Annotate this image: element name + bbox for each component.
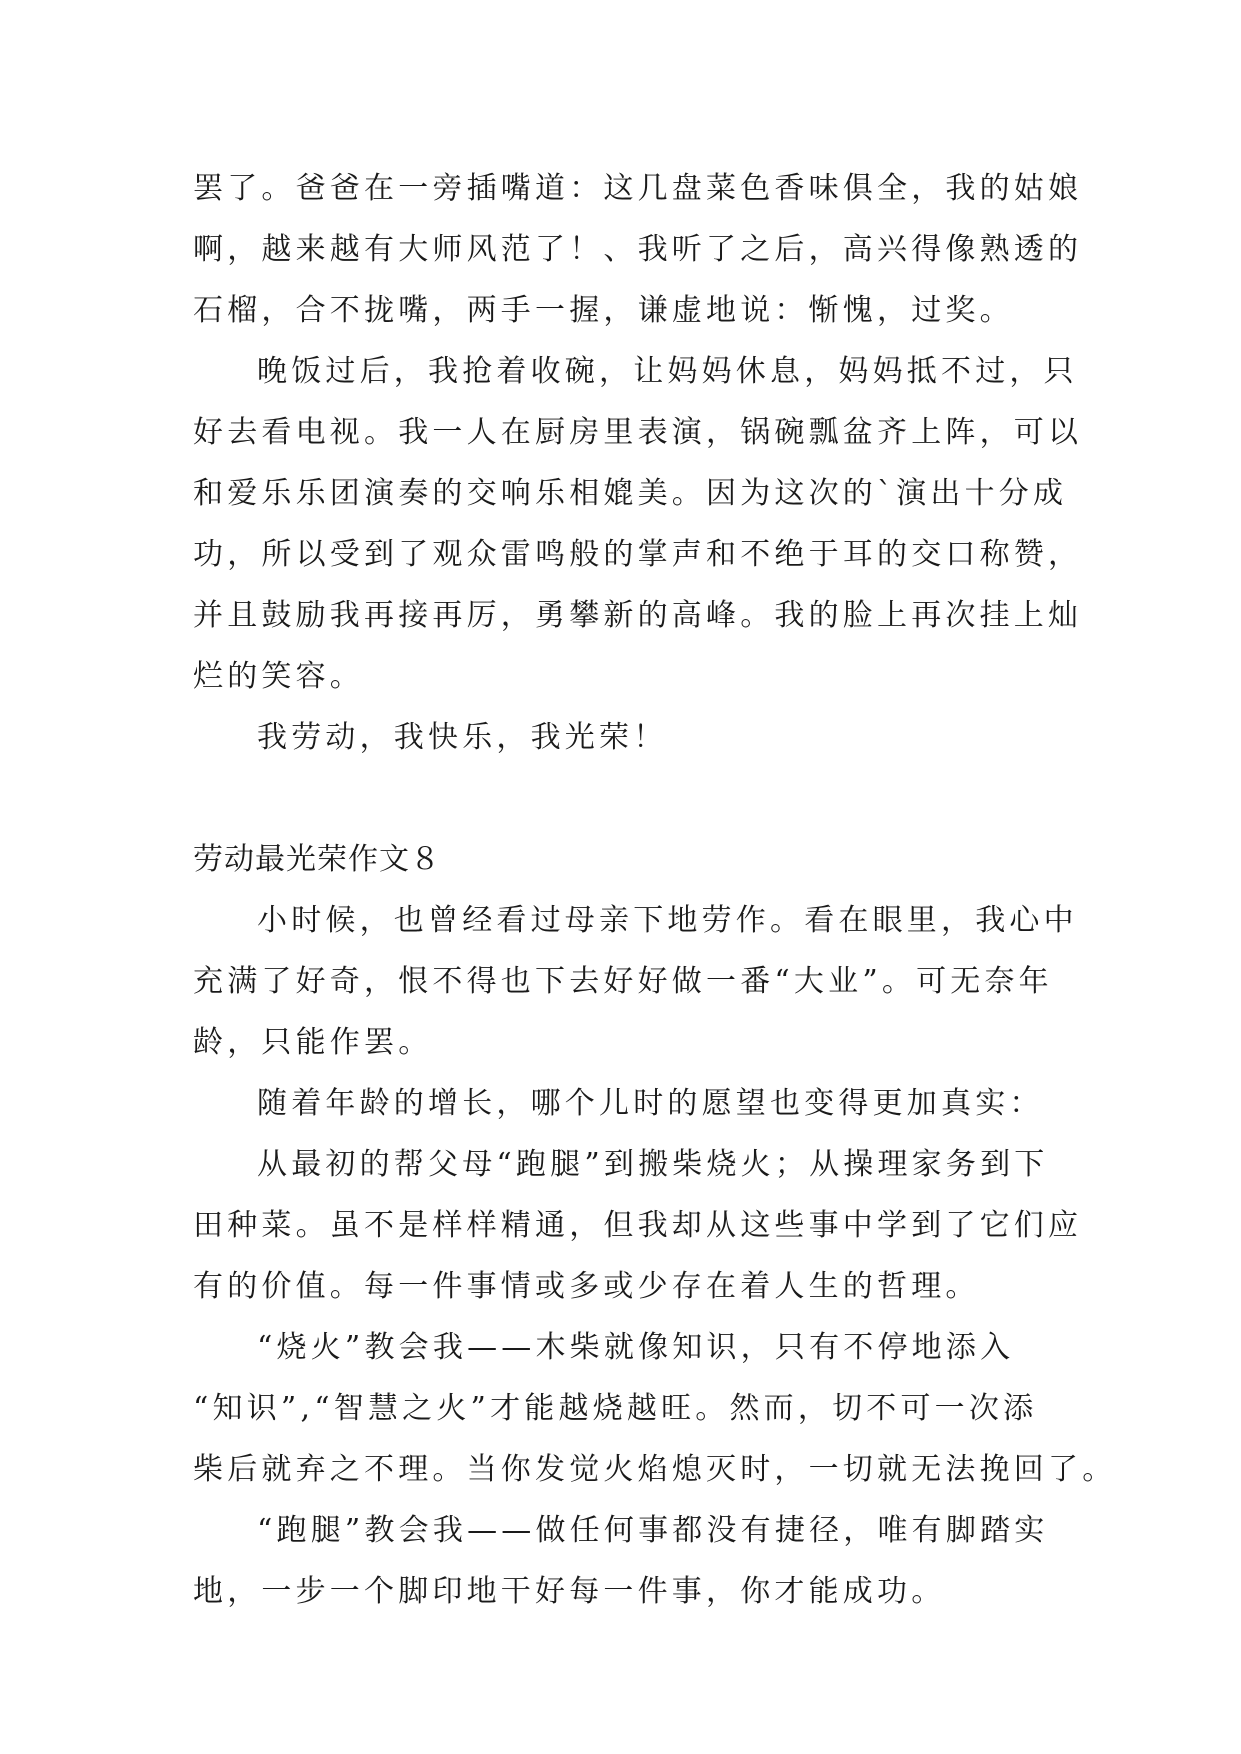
text-line: 和爱乐乐团演奏的交响乐相媲美。因为这次的`演出十分成 bbox=[193, 476, 1068, 511]
blank-line bbox=[193, 768, 1073, 829]
text-line: 功，所以受到了观众雷鸣般的掌声和不绝于耳的交口称赞， bbox=[193, 537, 1083, 572]
text-line: 龄，只能作罢。 bbox=[193, 1025, 433, 1060]
section-heading: 劳动最光荣作文８ bbox=[193, 842, 441, 877]
paragraph-3 bbox=[193, 707, 1073, 768]
text-line: 我劳动，我快乐，我光荣！ bbox=[257, 720, 668, 755]
text-line: 地，一步一个脚印地干好每一件事，你才能成功。 bbox=[193, 1574, 946, 1609]
text-line: 有的价值。每一件事情或多或少存在着人生的哲理。 bbox=[193, 1269, 980, 1304]
paragraph-1 bbox=[193, 158, 1083, 341]
paragraph-8 bbox=[193, 1500, 1073, 1622]
paragraph-6 bbox=[193, 1134, 1083, 1317]
paragraph-5 bbox=[193, 1073, 1073, 1134]
text-line: 烂的笑容。 bbox=[193, 659, 364, 694]
text-line: 小时候，也曾经看过母亲下地劳作。看在眼里，我心中 bbox=[257, 903, 1078, 938]
document-page bbox=[193, 158, 1117, 1622]
text-line: 田种菜。虽不是样样精通，但我却从这些事中学到了它们应 bbox=[193, 1208, 1083, 1243]
text-line: 并且鼓励我再接再厉，勇攀新的高峰。我的脸上再次挂上灿 bbox=[193, 598, 1083, 633]
text-line: 柴后就弃之不理。当你发觉火焰熄灭时，一切就无法挽回了。 bbox=[193, 1452, 1117, 1487]
text-line: 晚饭过后，我抢着收碗，让妈妈休息，妈妈抵不过，只 bbox=[257, 354, 1078, 389]
text-line: 罢了。爸爸在一旁插嘴道：这几盘菜色香味俱全，我的姑娘 bbox=[193, 171, 1083, 206]
text-line: 石榴，合不拢嘴，两手一握，谦虚地说：惭愧，过奖。 bbox=[193, 293, 1014, 328]
text-line: “跑腿”教会我——做任何事都没有捷径，唯有脚踏实 bbox=[257, 1513, 1049, 1548]
text-line: 啊，越来越有大师风范了！、我听了之后，高兴得像熟透的 bbox=[193, 232, 1083, 267]
paragraph-4 bbox=[193, 890, 1078, 1073]
text-line: 充满了好奇，恨不得也下去好好做一番“大业”。可无奈年 bbox=[193, 964, 1053, 999]
paragraph-7 bbox=[193, 1317, 1117, 1500]
text-line: “烧火”教会我——木柴就像知识，只有不停地添入 bbox=[257, 1330, 1015, 1365]
paragraph-2 bbox=[193, 341, 1083, 707]
text-line: “知识”,“智慧之火”才能越烧越旺。然而，切不可一次添 bbox=[193, 1391, 1038, 1426]
text-line: 从最初的帮父母“跑腿”到搬柴烧火；从操理家务到下 bbox=[257, 1147, 1049, 1182]
text-line: 好去看电视。我一人在厨房里表演，锅碗瓢盆齐上阵，可以 bbox=[193, 415, 1083, 450]
text-line: 随着年龄的增长，哪个儿时的愿望也变得更加真实： bbox=[257, 1086, 1044, 1121]
